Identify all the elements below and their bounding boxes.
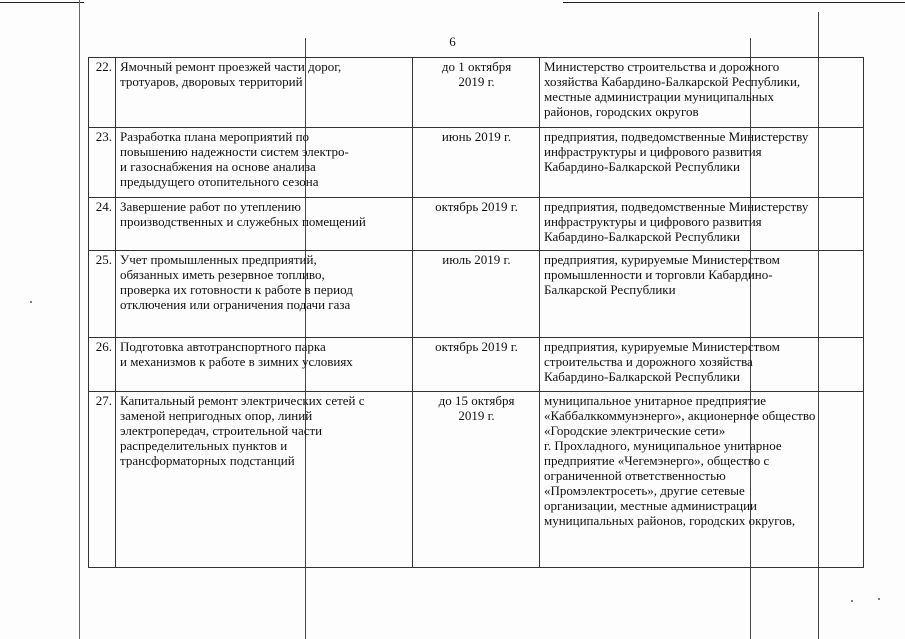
responsible-cell-line: муниципальное унитарное предприятие xyxy=(544,393,767,408)
responsible-cell xyxy=(540,128,864,198)
task-cell xyxy=(116,392,413,568)
scan-speck xyxy=(878,598,880,600)
task-cell-line: электропередач, строительной части xyxy=(120,423,323,438)
task-cell xyxy=(116,251,413,338)
task-cell-line: повышению надежности систем электро- xyxy=(120,144,349,159)
deadline-cell xyxy=(413,338,540,392)
responsible-cell xyxy=(540,251,864,338)
deadline-cell xyxy=(413,128,540,198)
task-cell-line: отключения или ограничения подачи газа xyxy=(120,297,351,312)
table-row xyxy=(89,198,864,251)
responsible-cell xyxy=(540,338,864,392)
deadline-cell-line: 2019 г. xyxy=(458,408,495,423)
responsible-cell xyxy=(540,58,864,128)
row-number: 27. xyxy=(89,392,116,568)
row-number: 25. xyxy=(89,251,116,338)
responsible-cell-line: местные администрации муниципальных xyxy=(544,89,774,104)
responsible-cell-line: инфраструктуры и цифрового развития xyxy=(544,144,762,159)
responsible-cell-line: предприятия, курируемые Министерством xyxy=(544,252,780,267)
responsible-cell-line: Балкарской Республики xyxy=(544,282,676,297)
responsible-cell xyxy=(540,198,864,251)
table-row xyxy=(89,338,864,392)
task-cell-line: проверка их готовности к работе в период xyxy=(120,282,353,297)
deadline-cell xyxy=(413,392,540,568)
deadline-cell-line: июнь 2019 г. xyxy=(441,129,512,144)
responsible-cell-line: Министерство строительства и дорожного xyxy=(544,59,780,74)
responsible-cell-line: организации, местные администрации xyxy=(544,498,758,513)
responsible-cell-line: хозяйства Кабардино-Балкарской Республики, xyxy=(544,74,801,89)
row-number: 22. xyxy=(89,58,116,128)
scan-mark-top-right xyxy=(563,2,905,3)
responsible-cell-line: промышленности и торговли Кабардино- xyxy=(544,267,773,282)
responsible-cell-line: г. Прохладного, муниципальное унитарное xyxy=(544,438,782,453)
task-cell-line: Учет промышленных предприятий, xyxy=(120,252,317,267)
responsible-cell-line: муниципальных районов, городских округов, xyxy=(544,513,796,528)
task-cell xyxy=(116,338,413,392)
task-cell xyxy=(116,198,413,251)
task-cell-line: обязанных иметь резервное топливо, xyxy=(120,267,325,282)
row-number: 23. xyxy=(89,128,116,198)
task-cell-line: и механизмов к работе в зимних условиях xyxy=(120,354,353,369)
deadline-cell xyxy=(413,251,540,338)
table-row xyxy=(89,251,864,338)
task-cell xyxy=(116,58,413,128)
task-cell-line: трансформаторных подстанций xyxy=(120,453,295,468)
table-row xyxy=(89,58,864,128)
deadline-cell xyxy=(413,198,540,251)
deadline-cell-line: октябрь 2019 г. xyxy=(435,339,518,354)
responsible-cell-line: «Городские электрические сети» xyxy=(544,423,726,438)
responsible-cell-line: предприятия, курируемые Министерством xyxy=(544,339,780,354)
task-cell-line: предыдущего отопительного сезона xyxy=(120,174,319,189)
responsible-cell-line: ограниченной ответственностью xyxy=(544,468,726,483)
deadline-cell-line: октябрь 2019 г. xyxy=(435,199,518,214)
responsible-cell-line: «Промэлектросеть», другие сетевые xyxy=(544,483,745,498)
table-row xyxy=(89,392,864,568)
scan-mark-top-left xyxy=(0,2,84,3)
responsible-cell-line: Кабардино-Балкарской Республики xyxy=(544,159,740,174)
scan-speck xyxy=(30,301,32,303)
page-number: 6 xyxy=(449,34,456,49)
row-number: 26. xyxy=(89,338,116,392)
task-cell xyxy=(116,128,413,198)
responsible-cell-line: предприятия, подведомственные Министерству xyxy=(544,199,809,214)
task-cell-line: Ямочный ремонт проезжей части дорог, xyxy=(120,59,342,74)
scan-line-left xyxy=(79,0,80,639)
deadline-cell-line: до 1 октября xyxy=(441,59,512,74)
deadline-cell xyxy=(413,58,540,128)
task-cell-line: и газоснабжения на основе анализа xyxy=(120,159,316,174)
responsible-cell-line: районов, городских округов xyxy=(544,104,699,119)
task-cell-line: Подготовка автотранспортного парка xyxy=(120,339,326,354)
task-cell-line: распределительных пунктов и xyxy=(120,438,288,453)
responsible-cell xyxy=(540,392,864,568)
responsible-cell-line: Кабардино-Балкарской Республики xyxy=(544,229,740,244)
task-cell-line: производственных и служебных помещений xyxy=(120,214,366,229)
task-cell-line: тротуаров, дворовых территорий xyxy=(120,74,303,89)
deadline-cell-line: июль 2019 г. xyxy=(442,252,511,267)
task-cell-line: Разработка плана мероприятий по xyxy=(120,129,310,144)
row-number: 24. xyxy=(89,198,116,251)
responsible-cell-line: предприятия, подведомственные Министерству xyxy=(544,129,809,144)
responsible-cell-line: инфраструктуры и цифрового развития xyxy=(544,214,762,229)
task-cell-line: Капитальный ремонт электрических сетей с xyxy=(120,393,365,408)
task-cell-line: Завершение работ по утеплению xyxy=(120,199,301,214)
plan-table xyxy=(88,57,864,568)
responsible-cell-line: «Каббалккоммунэнерго», акционерное общество xyxy=(544,408,816,423)
deadline-cell-line: до 15 октября xyxy=(438,393,515,408)
table-row xyxy=(89,128,864,198)
responsible-cell-line: строительства и дорожного хозяйства xyxy=(544,354,753,369)
responsible-cell-line: предприятие «Чегемэнерго», общество с xyxy=(544,453,770,468)
task-cell-line: заменой непригодных опор, линий xyxy=(120,408,313,423)
scan-speck xyxy=(851,600,853,602)
responsible-cell-line: Кабардино-Балкарской Республики xyxy=(544,369,740,384)
deadline-cell-line: 2019 г. xyxy=(458,74,495,89)
